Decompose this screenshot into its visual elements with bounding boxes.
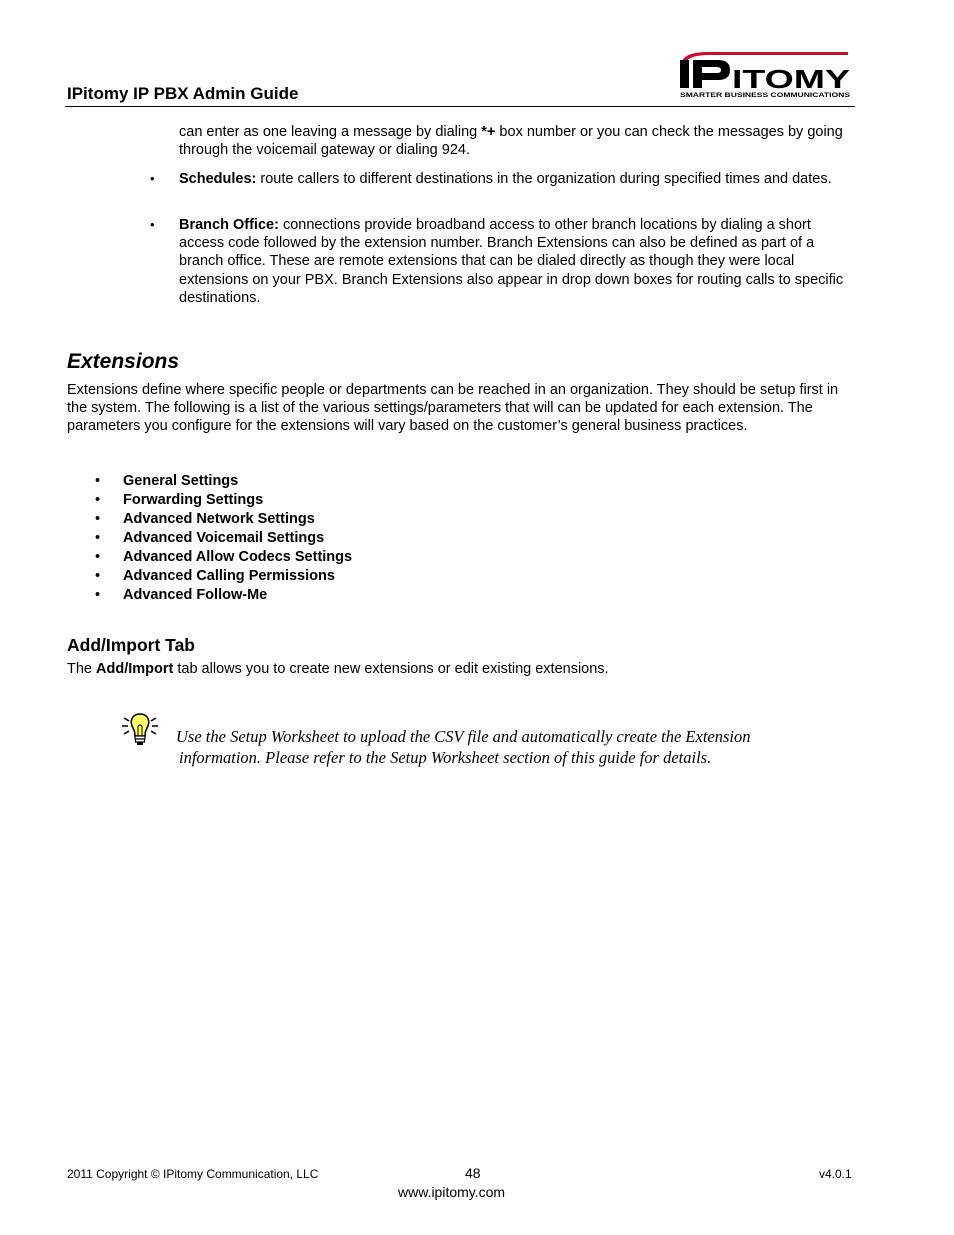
list-item: • Forwarding Settings xyxy=(95,492,264,508)
document-title: IPitomy IP PBX Admin Guide xyxy=(67,84,299,103)
tip-line: Use the Setup Worksheet to upload the CSV file and automatically create the Extension xyxy=(176,727,751,746)
bullet-branch-office: Branch Office: connections provide broadband access to other branch locations by dialing a short access code followed by the extension number. Branch Extensions can also be defined as part of a branch office. These are remote extensions that can be dialed directly as though they were local extensions on your PBX. Branch Extensions also appear in drop down boxes for routing calls to specific destinations. xyxy=(179,217,844,306)
bullet-schedules: Schedules: route callers to different destinations in the organization during specified times and dates. xyxy=(179,171,832,187)
footer-url: www.ipitomy.com xyxy=(398,1184,506,1200)
list-item: • Advanced Allow Codecs Settings xyxy=(95,549,353,565)
add-import-paragraph: The Add/Import tab allows you to create new extensions or edit existing extensions. xyxy=(67,661,609,677)
footer-copyright: 2011 Copyright © IPitomy Communication, LLC xyxy=(67,1167,319,1181)
tip-note xyxy=(176,726,816,768)
logo-wordmark: ITOMY xyxy=(732,64,850,94)
bullet-dot: • xyxy=(150,217,155,232)
section-heading-extensions: Extensions xyxy=(67,350,180,373)
header-divider xyxy=(65,106,855,107)
bullet-dot: • xyxy=(150,171,155,186)
list-item: • General Settings xyxy=(95,473,239,489)
lightbulb-icon xyxy=(122,712,158,748)
extension-settings-list xyxy=(95,472,352,605)
footer-version: v4.0.1 xyxy=(819,1167,852,1181)
dial-code: *+ xyxy=(481,124,496,140)
ipitomy-logo xyxy=(678,50,854,100)
list-item: • Advanced Voicemail Settings xyxy=(95,530,325,546)
logo-letter-p xyxy=(693,60,730,88)
list-item: • Advanced Network Settings xyxy=(95,511,315,527)
subsection-heading-add-import: Add/Import Tab xyxy=(67,635,195,655)
list-item: • Advanced Calling Permissions xyxy=(95,568,335,584)
list-item: • Advanced Follow-Me xyxy=(95,587,268,603)
logo-letter-i xyxy=(680,60,689,88)
extensions-paragraph: Extensions define where specific people or departments can be reached in an organization. They should be setup first in the system. The following is a list of the various settings/parameters that will can be updated for each extension. The parameters you configure for the extensions will vary based on the customer’s general business practices. xyxy=(67,382,839,435)
logo-tagline: SMARTER BUSINESS COMMUNICATIONS xyxy=(680,92,851,99)
tip-line: information. Please refer to the Setup Worksheet section of this guide for details. xyxy=(179,748,712,767)
continuation-paragraph: can enter as one leaving a message by dialing *+ box number or you can check the messages by going through the voicemail gateway or dialing 924. xyxy=(179,124,843,159)
page-number: 48 xyxy=(465,1165,481,1181)
